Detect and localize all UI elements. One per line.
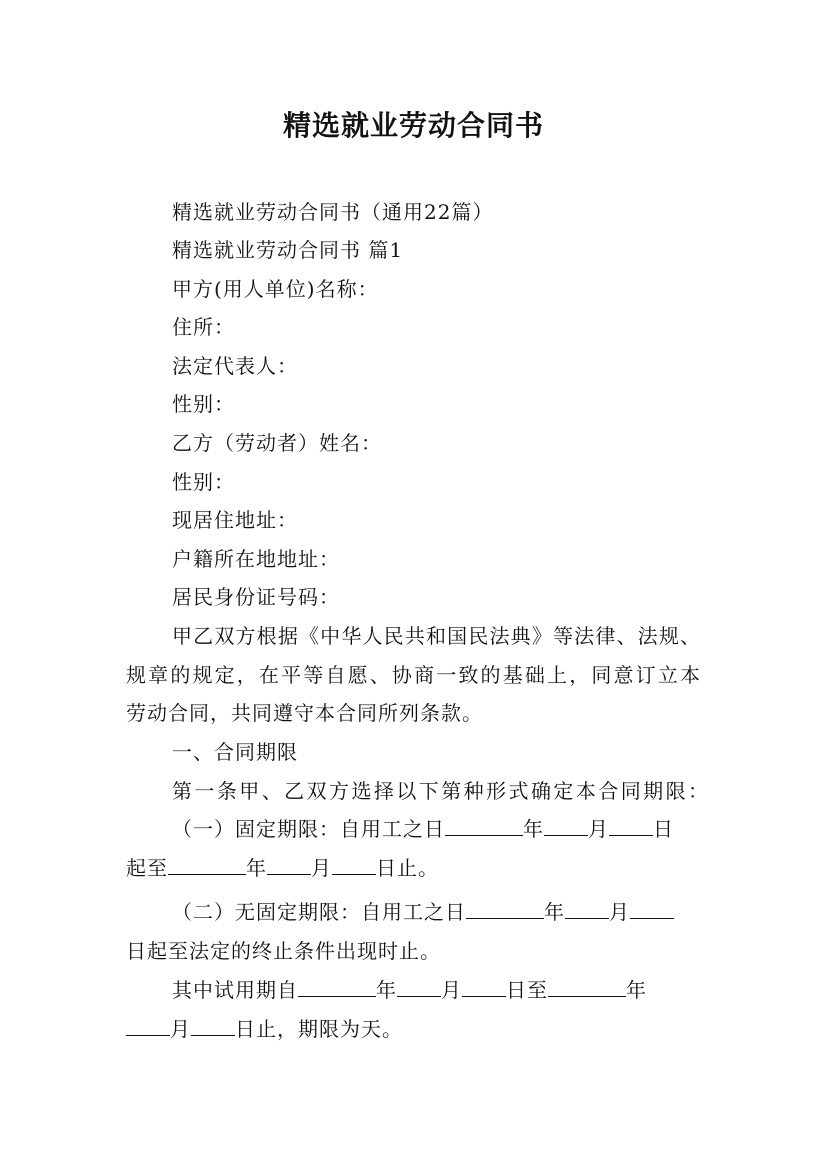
year-blank[interactable]: [445, 817, 523, 836]
year-label: 年: [246, 856, 267, 880]
day-blank[interactable]: [332, 856, 376, 875]
fixed-term-prefix: （一）固定期限：自用工之日: [172, 817, 445, 841]
field-party-a-name: 甲方(用人单位)名称：: [172, 277, 379, 301]
month-blank[interactable]: [397, 978, 441, 997]
article-1: 第一条甲、乙双方选择以下第种形式确定本合同期限：: [172, 779, 709, 803]
field-legal-rep: 法定代表人：: [172, 354, 298, 378]
preamble-line-2: 规章的规定，在平等自愿、协商一致的基础上，同意订立本: [126, 663, 701, 687]
month-blank[interactable]: [565, 900, 609, 919]
month-label: 月: [588, 817, 609, 841]
fixed-term-line2-prefix: 起至: [126, 856, 168, 880]
day-end-label: 日止。: [376, 856, 439, 880]
document-subtitle: 精选就业劳动合同书（通用22篇）: [172, 200, 494, 224]
month-label: 月: [609, 900, 630, 924]
day-blank[interactable]: [462, 978, 506, 997]
preamble-line-3: 劳动合同，共同遵守本合同所列条款。: [126, 701, 483, 725]
month-blank[interactable]: [544, 817, 588, 836]
chapter-heading: 一、合同期限: [172, 740, 298, 764]
year-label: 年: [376, 978, 397, 1002]
year-blank[interactable]: [466, 900, 544, 919]
month-label: 月: [170, 1017, 191, 1041]
month-label: 月: [311, 856, 332, 880]
day-to-label: 日至: [506, 978, 548, 1002]
year-blank[interactable]: [168, 856, 246, 875]
year-blank[interactable]: [548, 978, 626, 997]
field-id-number: 居民身份证号码：: [172, 585, 340, 609]
field-party-b-name: 乙方（劳动者）姓名：: [172, 431, 382, 455]
day-label: 日: [653, 817, 674, 841]
probation-line-2: [126, 1017, 403, 1041]
day-blank[interactable]: [630, 900, 674, 919]
year-blank[interactable]: [298, 978, 376, 997]
preamble-line-1: 甲乙双方根据《中华人民共和国民法典》等法律、法规、: [172, 624, 701, 648]
field-current-address: 现居住地址：: [172, 508, 298, 532]
day-blank[interactable]: [191, 1017, 235, 1036]
fixed-term-line-2: [126, 856, 439, 880]
probation-prefix: 其中试用期自: [172, 978, 298, 1002]
year-label: 年: [544, 900, 565, 924]
fixed-term-line-1: [172, 817, 674, 841]
open-term-prefix: （二）无固定期限：自用工之日: [172, 900, 466, 924]
year-label: 年: [626, 978, 647, 1002]
section-heading: 精选就业劳动合同书 篇1: [172, 238, 404, 262]
field-gender-a: 性别：: [172, 392, 235, 416]
probation-end: 日止，期限为天。: [235, 1017, 403, 1041]
field-address: 住所：: [172, 315, 235, 339]
day-blank[interactable]: [609, 817, 653, 836]
year-label: 年: [523, 817, 544, 841]
month-blank[interactable]: [126, 1017, 170, 1036]
open-term-line-1: [172, 900, 674, 924]
open-term-line-2: 日起至法定的终止条件出现时止。: [126, 939, 441, 963]
month-label: 月: [441, 978, 462, 1002]
month-blank[interactable]: [267, 856, 311, 875]
probation-line-1: [172, 978, 647, 1002]
field-gender-b: 性别：: [172, 470, 235, 494]
field-household-address: 户籍所在地地址：: [172, 547, 340, 571]
document-title: 精选就业劳动合同书: [282, 109, 544, 142]
